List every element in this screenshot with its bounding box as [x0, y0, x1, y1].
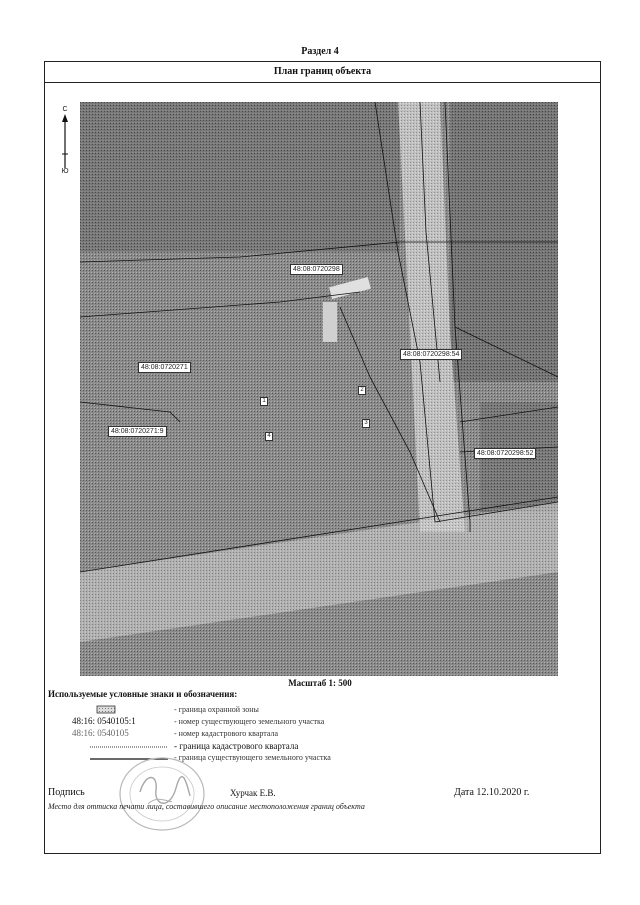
- legend-symbol: 48:16: 0540105: [72, 728, 129, 738]
- legend-description: - граница кадастрового квартала: [174, 741, 299, 751]
- legend-item-cadastral-quarter-boundary: [48, 740, 568, 752]
- legend-description: - граница существующего земельного участка: [174, 753, 331, 762]
- point-label: 3: [362, 419, 370, 428]
- signature-row: [48, 787, 568, 801]
- plot-label: 48:08:0720271:9: [108, 426, 167, 437]
- point-label: 4: [265, 432, 273, 441]
- section-title: Раздел 4: [301, 46, 339, 57]
- north-arrow: [58, 106, 72, 180]
- signature-caption: Место для оттиска печати лица, составившего описание местоположения границ объекта: [48, 802, 365, 811]
- legend-symbol: 48:16: 0540105:1: [72, 716, 136, 726]
- signer-name: Хурчак Е.В.: [230, 788, 276, 798]
- legend-description: - номер существующего земельного участка: [174, 717, 325, 726]
- aerial-map-image: [80, 102, 558, 676]
- point-label: 2: [358, 386, 366, 395]
- legend-title: Используемые условные знаки и обозначения:: [48, 689, 238, 699]
- legend-description: - номер кадастрового квартала: [174, 729, 279, 738]
- point-label: 1: [260, 397, 268, 406]
- legend-item-protection-zone: [48, 704, 568, 716]
- plan-header: План границ объекта: [44, 61, 601, 83]
- compass-north-label: С: [62, 106, 68, 113]
- legend-description: - граница охранной зоны: [174, 705, 259, 714]
- plot-label: 48:08:0720271: [138, 362, 191, 373]
- signature-label: Подпись: [48, 787, 85, 798]
- compass-south-label: Ю: [61, 168, 69, 175]
- plot-label: 48:08:0720298:54: [400, 349, 462, 360]
- document-date: Дата 12.10.2020 г.: [454, 787, 530, 798]
- cadastral-map: [80, 102, 558, 676]
- plot-label: 48:08:0720298: [290, 264, 343, 275]
- legend-item-land-plot-number: [48, 716, 568, 728]
- legend-item-cadastral-quarter-number: [48, 728, 568, 740]
- plot-label: 48:08:0720298:52: [474, 448, 536, 459]
- hatched-box-icon: [96, 705, 136, 715]
- north-arrow-icon: [58, 114, 72, 174]
- map-scale: Масштаб 1: 500: [288, 678, 352, 688]
